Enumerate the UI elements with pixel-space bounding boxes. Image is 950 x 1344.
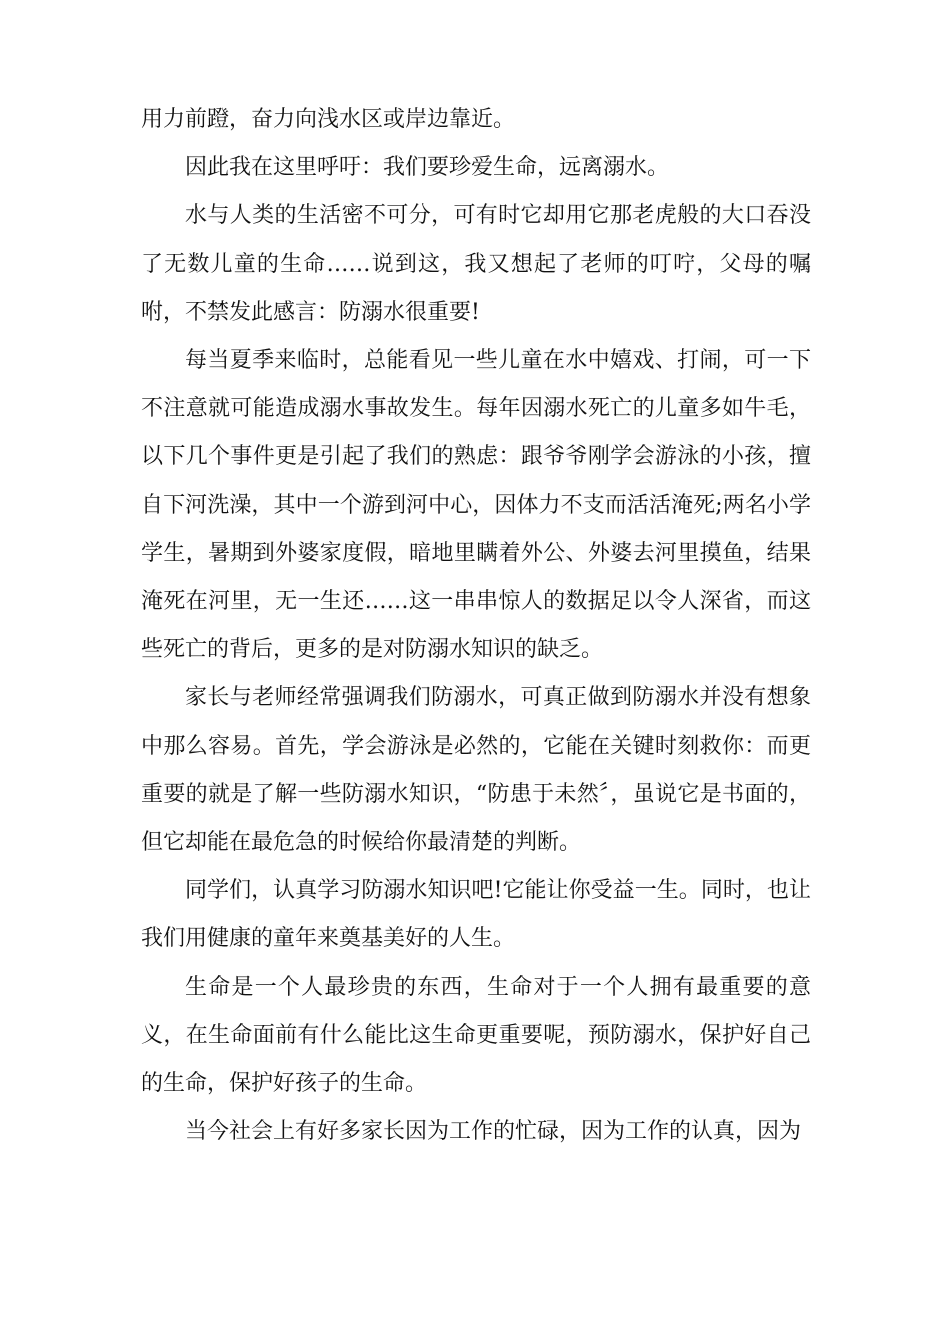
paragraph-3: 水与人类的生活密不可分，可有时它却用它那老虎般的大口吞没了无数儿童的生命……说到这，我又想起了老师的叮咛，父母的嘱咐，不禁发此感言：防溺水很重要! <box>141 203 811 325</box>
paragraph-8: 当今社会上有好多家长因为工作的忙碌，因为工作的认真，因为 <box>185 1119 802 1145</box>
paragraph-1: 用力前蹬，奋力向浅水区或岸边靠近。 <box>141 107 516 132</box>
paragraph-5: 家长与老师经常强调我们防溺水，可真正做到防溺水并没有想象中那么容易。首先，学会游泳是必然的，它能在关键时刻救你：而更重要的就是了解一些防溺水知识，“防患于未然〞，虽说它是书面的，但它却能在最危急的时候给你最清楚的判断。 <box>141 685 811 856</box>
paragraph-4: 每当夏季来临时，总能看见一些儿童在水中嬉戏、打闹，可一下不注意就可能造成溺水事故发生。每年因溺水死亡的儿童多如牛毛，以下几个事件更是引起了我们的熟虑：跟爷爷刚学会游泳的小孩，擅自下河洗澡，其中一个游到河中心，因体力不支而活活淹死;两名小学学生，暑期到外婆家度假，暗地里瞒着外公、外婆去河里摸鱼，结果淹死在河里，无一生还……这一串串惊人的数据足以令人深省，而这些死亡的背后，更多的是对防溺水知识的缺乏。 <box>141 348 811 663</box>
paragraph-2: 因此我在这里呼吁：我们要珍爱生命，远离溺水。 <box>185 155 670 181</box>
paragraph-6: 同学们，认真学习防溺水知识吧!它能让你受益一生。同时，也让我们用健康的童年来奠基美好的人生。 <box>141 878 811 952</box>
paragraph-7: 生命是一个人最珍贵的东西，生命对于一个人拥有最重要的意义，在生命面前有什么能比这生命更重要呢，预防溺水，保护好自己的生命，保护好孩子的生命。 <box>141 974 811 1097</box>
document-body <box>141 96 811 1156</box>
